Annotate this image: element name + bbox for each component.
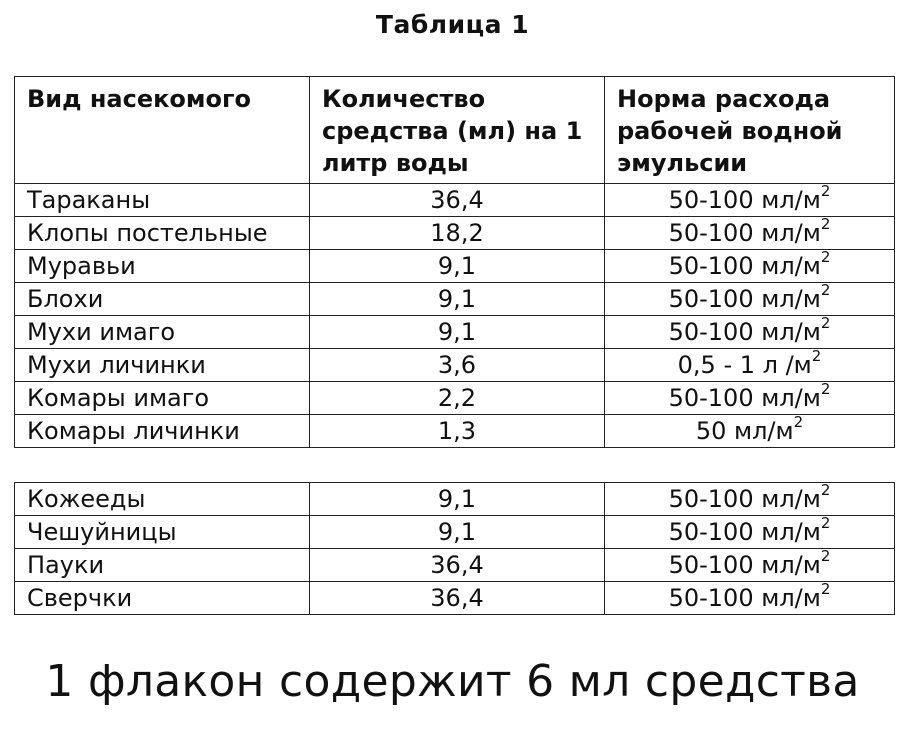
header-amount-per-liter: Количество средства (мл) на 1 литр воды — [310, 77, 605, 184]
rate-text: 50-100 мл/м — [668, 518, 821, 546]
rate-text: 50-100 мл/м — [668, 584, 821, 612]
insect-name-cell: Муравьи — [15, 250, 310, 283]
rate-cell — [605, 217, 895, 250]
amount-cell: 9,1 — [310, 250, 605, 283]
insect-name-cell: Комары личинки — [15, 415, 310, 448]
amount-cell: 9,1 — [310, 516, 605, 549]
square-exponent: 2 — [793, 413, 804, 431]
square-exponent: 2 — [820, 547, 831, 565]
amount-cell: 9,1 — [310, 316, 605, 349]
table-row — [15, 483, 895, 516]
insect-name-cell: Тараканы — [15, 184, 310, 217]
rate-cell — [605, 549, 895, 582]
rate-text: 50-100 мл/м — [668, 285, 821, 313]
amount-cell: 3,6 — [310, 349, 605, 382]
table-row — [15, 415, 895, 448]
table-row — [15, 250, 895, 283]
square-exponent: 2 — [820, 580, 831, 598]
rate-text: 50-100 мл/м — [668, 485, 821, 513]
rate-text: 50-100 мл/м — [668, 384, 821, 412]
rate-cell — [605, 415, 895, 448]
rate-cell — [605, 516, 895, 549]
header-row — [15, 77, 895, 184]
footer-note: 1 флакон содержит 6 мл средства — [45, 656, 860, 707]
rate-text: 50-100 мл/м — [668, 318, 821, 346]
rate-cell — [605, 283, 895, 316]
insect-name-cell: Клопы постельные — [15, 217, 310, 250]
insect-name-cell: Чешуйницы — [15, 516, 310, 549]
table-row — [15, 382, 895, 415]
amount-cell: 1,3 — [310, 415, 605, 448]
square-exponent: 2 — [820, 215, 831, 233]
amount-cell: 36,4 — [310, 582, 605, 615]
square-exponent: 2 — [820, 281, 831, 299]
insect-name-cell: Кожееды — [15, 483, 310, 516]
insect-name-cell: Мухи имаго — [15, 316, 310, 349]
insect-name-cell: Комары имаго — [15, 382, 310, 415]
rate-cell — [605, 250, 895, 283]
rate-text: 50-100 мл/м — [668, 186, 821, 214]
table-row — [15, 582, 895, 615]
dosage-table-extra — [14, 482, 895, 615]
rate-cell — [605, 184, 895, 217]
amount-cell: 36,4 — [310, 184, 605, 217]
rate-cell — [605, 382, 895, 415]
table-row — [15, 184, 895, 217]
amount-cell: 18,2 — [310, 217, 605, 250]
insect-name-cell: Блохи — [15, 283, 310, 316]
rate-text: 50-100 мл/м — [668, 551, 821, 579]
square-exponent: 2 — [820, 314, 831, 332]
table-title: Таблица 1 — [375, 10, 530, 39]
square-exponent: 2 — [820, 380, 831, 398]
amount-cell: 9,1 — [310, 483, 605, 516]
rate-cell — [605, 582, 895, 615]
rate-text: 50-100 мл/м — [668, 219, 821, 247]
amount-cell: 36,4 — [310, 549, 605, 582]
header-insect-type: Вид насекомого — [15, 77, 310, 184]
square-exponent: 2 — [820, 481, 831, 499]
square-exponent: 2 — [820, 248, 831, 266]
table-row — [15, 349, 895, 382]
rate-cell — [605, 316, 895, 349]
insect-name-cell: Пауки — [15, 549, 310, 582]
table-row — [15, 283, 895, 316]
insect-name-cell: Мухи личинки — [15, 349, 310, 382]
table-row — [15, 549, 895, 582]
square-exponent: 2 — [820, 514, 831, 532]
rate-cell — [605, 483, 895, 516]
square-exponent: 2 — [811, 347, 822, 365]
table-row — [15, 516, 895, 549]
dosage-table-main — [14, 76, 895, 448]
rate-text: 0,5 - 1 л /м — [677, 351, 812, 379]
table-row — [15, 316, 895, 349]
insect-name-cell: Сверчки — [15, 582, 310, 615]
rate-cell — [605, 349, 895, 382]
square-exponent: 2 — [820, 182, 831, 200]
header-consumption-rate: Норма расхода рабочей водной эмульсии — [605, 77, 895, 184]
table-row — [15, 217, 895, 250]
amount-cell: 9,1 — [310, 283, 605, 316]
rate-text: 50-100 мл/м — [668, 252, 821, 280]
rate-text: 50 мл/м — [695, 417, 794, 445]
amount-cell: 2,2 — [310, 382, 605, 415]
